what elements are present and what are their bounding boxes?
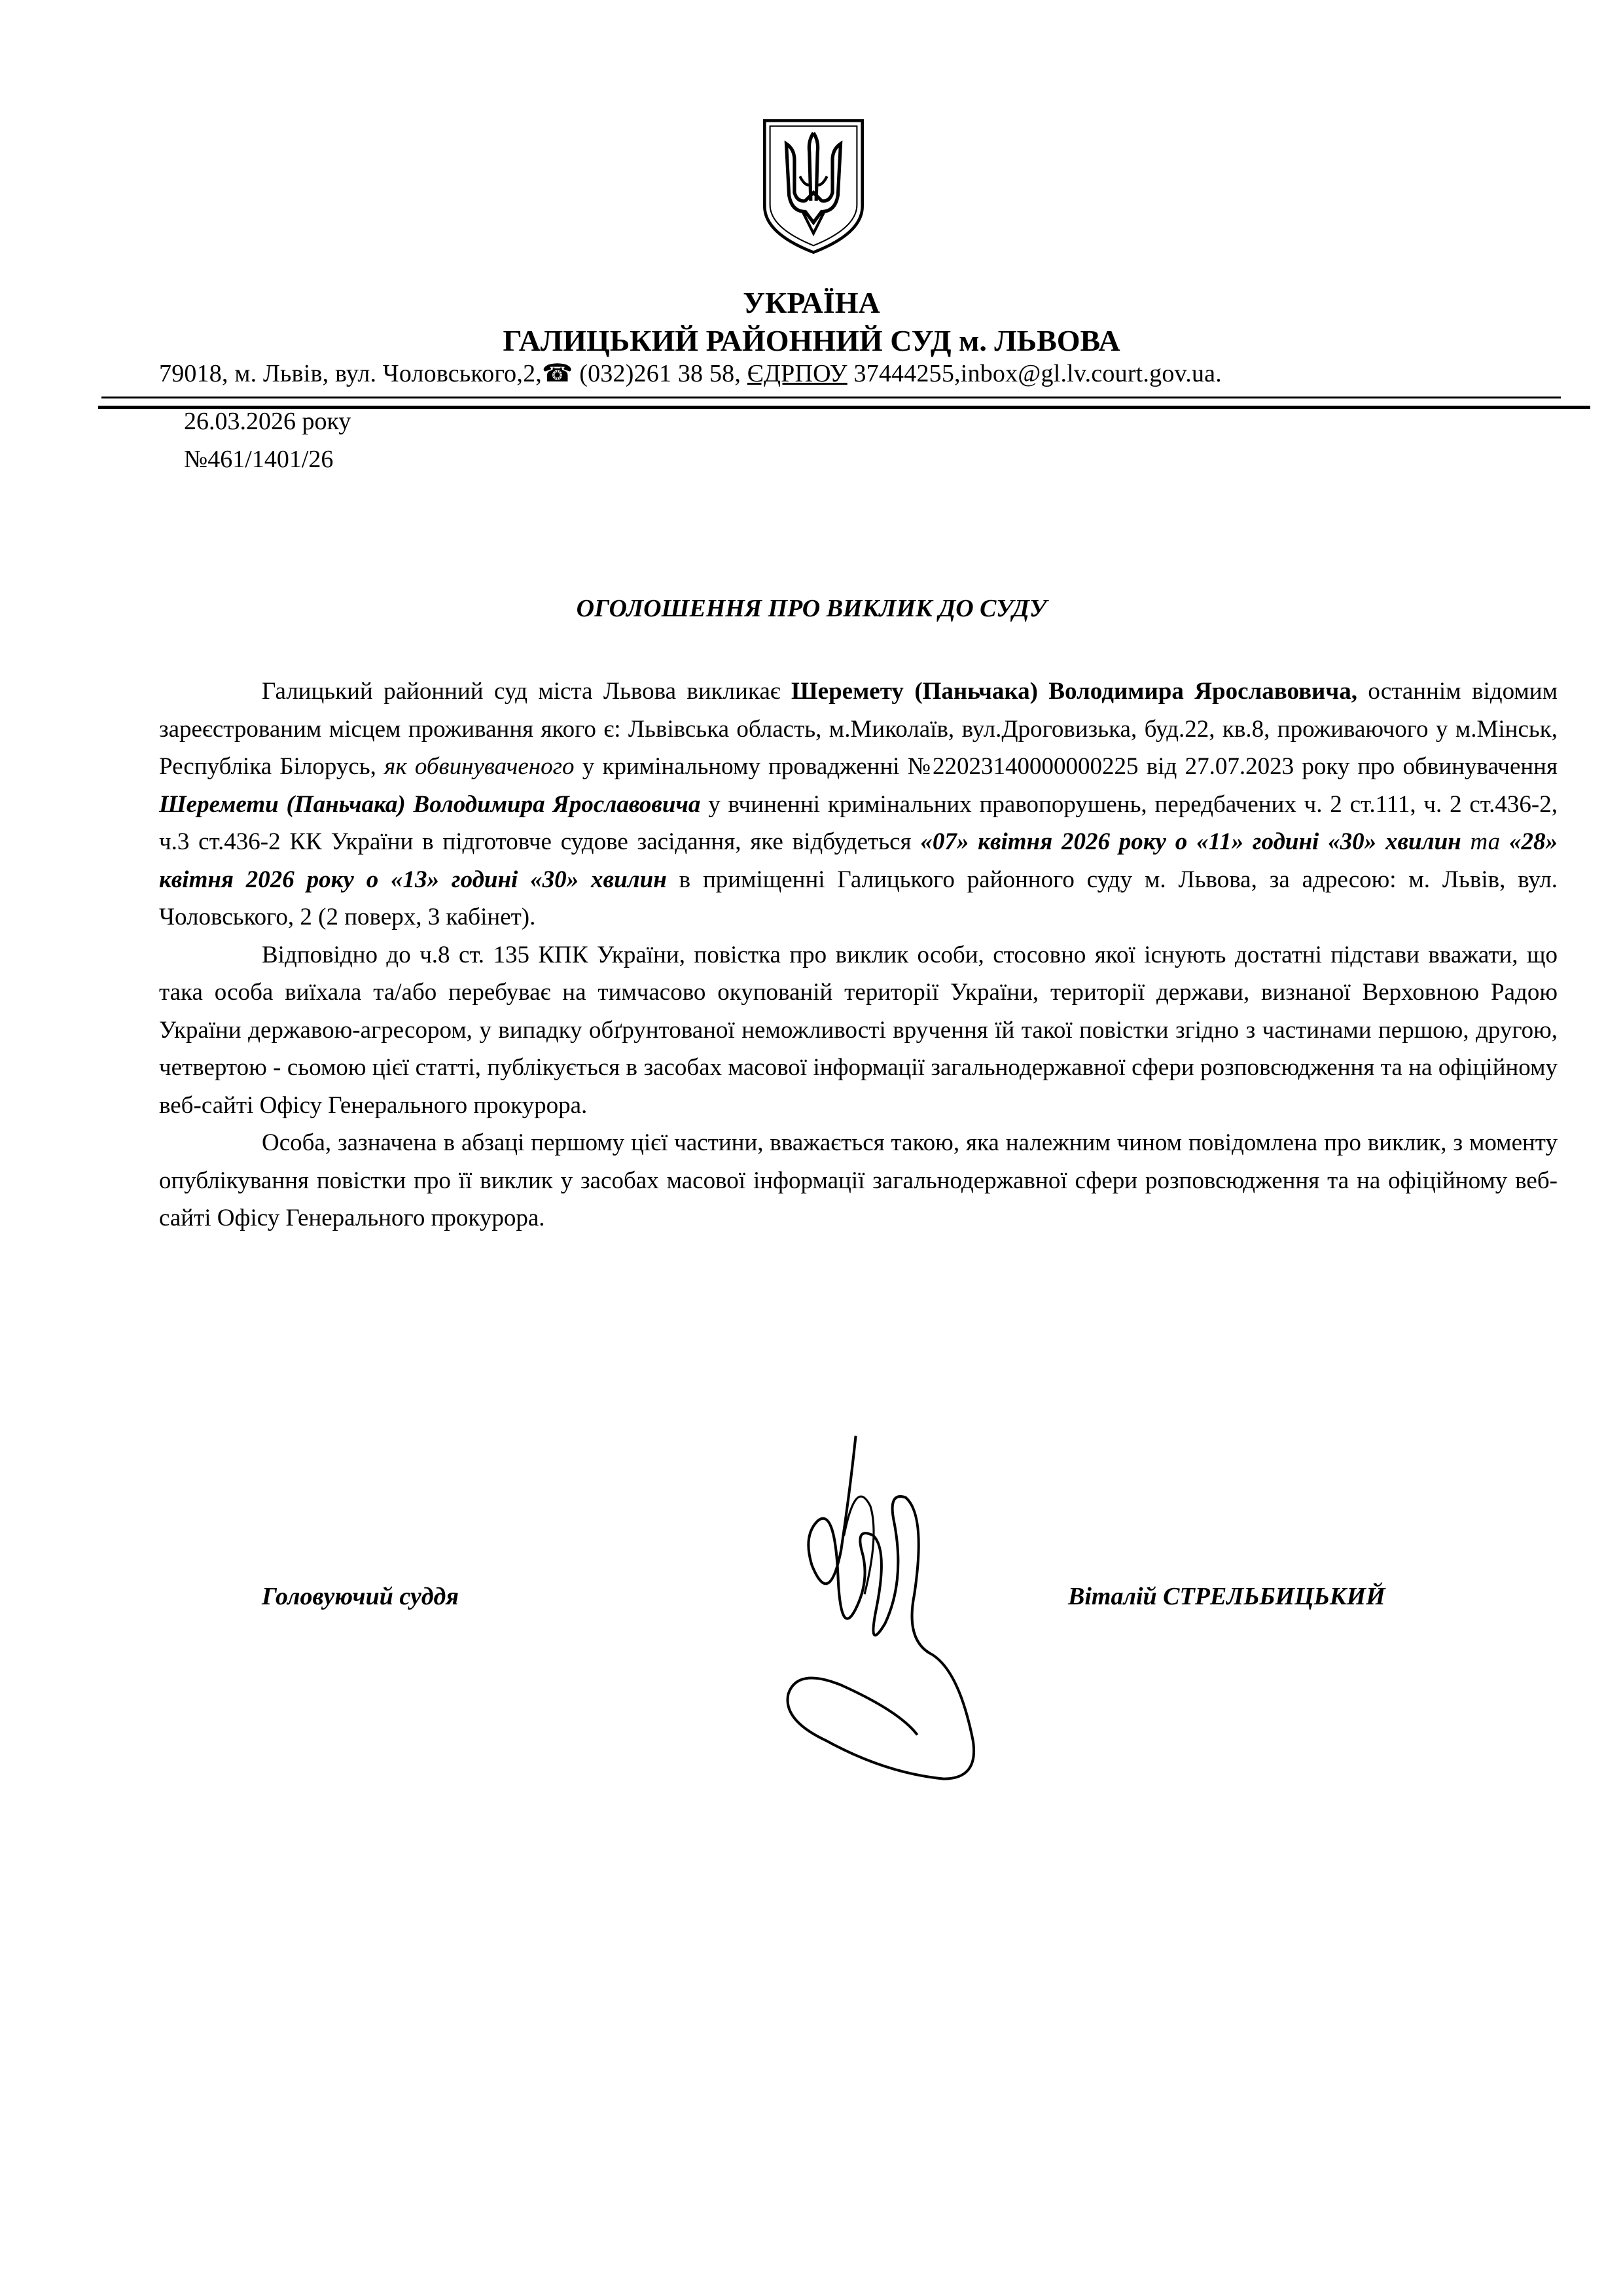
hearing-datetime-2: «28» квітня 2026 року о «13» годині «30» хвилин — [159, 828, 1558, 893]
accused-name-genitive: Шеремети (Паньчака) Володимира Ярославовича — [159, 790, 701, 818]
court-contact-line — [159, 359, 1560, 388]
paragraph-notification: Особа, зазначена в абзаці першому цієї частини, вважається такою, яка належним чином повідомлена про виклик, з моменту опублікування повістки про її виклик у засобах масової інформації загальнодержавної сфери розповсюдження та на офіційному веб-сайті Офісу Генерального прокурора. — [159, 1129, 1558, 1231]
document-date: 26.03.2026 року — [184, 408, 351, 435]
header-divider-thin — [101, 397, 1561, 398]
court-phone: (032)261 38 58, — [579, 360, 741, 387]
procedural-status: як обвинуваченого — [384, 753, 575, 780]
accused-name: Шеремету (Паньчака) Володимира Ярославовича, — [791, 678, 1357, 705]
text: в приміщенні Галицького районного суду м. Львова, за адресою: м. Львів, вул. Чоловського, 2 (2 поверх, 3 кабінет). — [159, 866, 1558, 930]
signer-name: Віталій СТРЕЛЬБИЦЬКИЙ — [1068, 1583, 1385, 1610]
court-address: 79018, м. Львів, вул. Чоловського,2, — [159, 360, 542, 387]
signer-role: Головуючий суддя — [262, 1583, 459, 1610]
coat-of-arms-trident-icon — [759, 116, 868, 255]
text: Галицький районний суд міста Львова викликає — [262, 678, 792, 705]
document-body — [159, 673, 1558, 1237]
edrpou-and-email: 37444255,inbox@gl.lv.court.gov.ua. — [853, 360, 1222, 387]
hearing-datetime-1: «07» квітня 2026 року о «11» годині «30» хвилин — [920, 828, 1461, 855]
text: у вчиненні кримінальних правопорушень, передбачених ч. 2 ст.111, ч. 2 ст.436-2, ч.3 ст.436-2 КК України в підготовче судове засідання, яке відбудеться — [159, 790, 1558, 855]
court-name-heading: ГАЛИЦЬКИЙ РАЙОННИЙ СУД м. ЛЬВОВА — [503, 324, 1120, 357]
paragraph-summons — [159, 673, 1558, 936]
paragraph-legal-basis: Відповідно до ч.8 ст. 135 КПК України, повістка про виклик особи, стосовно якої існують достатні підстави вважати, що така особа виїхала та/або перебуває на тимчасово окупованій території України, території держави, визнаної Верховною Радою України державою-агресором, у випадку обґрунтованої неможливості вручення їй такої повістки згідно з частинами першою, другою, четвертою - сьомою цієї статті, публікується в засобах масової інформації загальнодержавної сфери розповсюдження та на офіційному веб-сайті Офісу Генерального прокурора. — [159, 941, 1558, 1119]
text: у кримінальному провадженні №22023140000000225 від 27.07.2023 року про обвинувачення — [574, 753, 1558, 780]
edrpou-label: ЄДРПОУ — [747, 360, 847, 387]
registration-number: №461/1401/26 — [184, 446, 334, 473]
text: останнім відомим зареєстрованим місцем проживання якого є: Львівська область, м.Миколаїв, вул.Дроговизька, буд.22, кв.8, проживаючого у м.Мінськ, Республіка Білорусь, — [159, 678, 1558, 780]
telephone-icon: ☎ — [541, 360, 573, 387]
country-heading: УКРАЇНА — [743, 286, 880, 319]
text: та — [1461, 828, 1510, 855]
document-title: ОГОЛОШЕННЯ ПРО ВИКЛИК ДО СУДУ — [576, 595, 1047, 622]
handwritten-signature — [753, 1433, 988, 1799]
